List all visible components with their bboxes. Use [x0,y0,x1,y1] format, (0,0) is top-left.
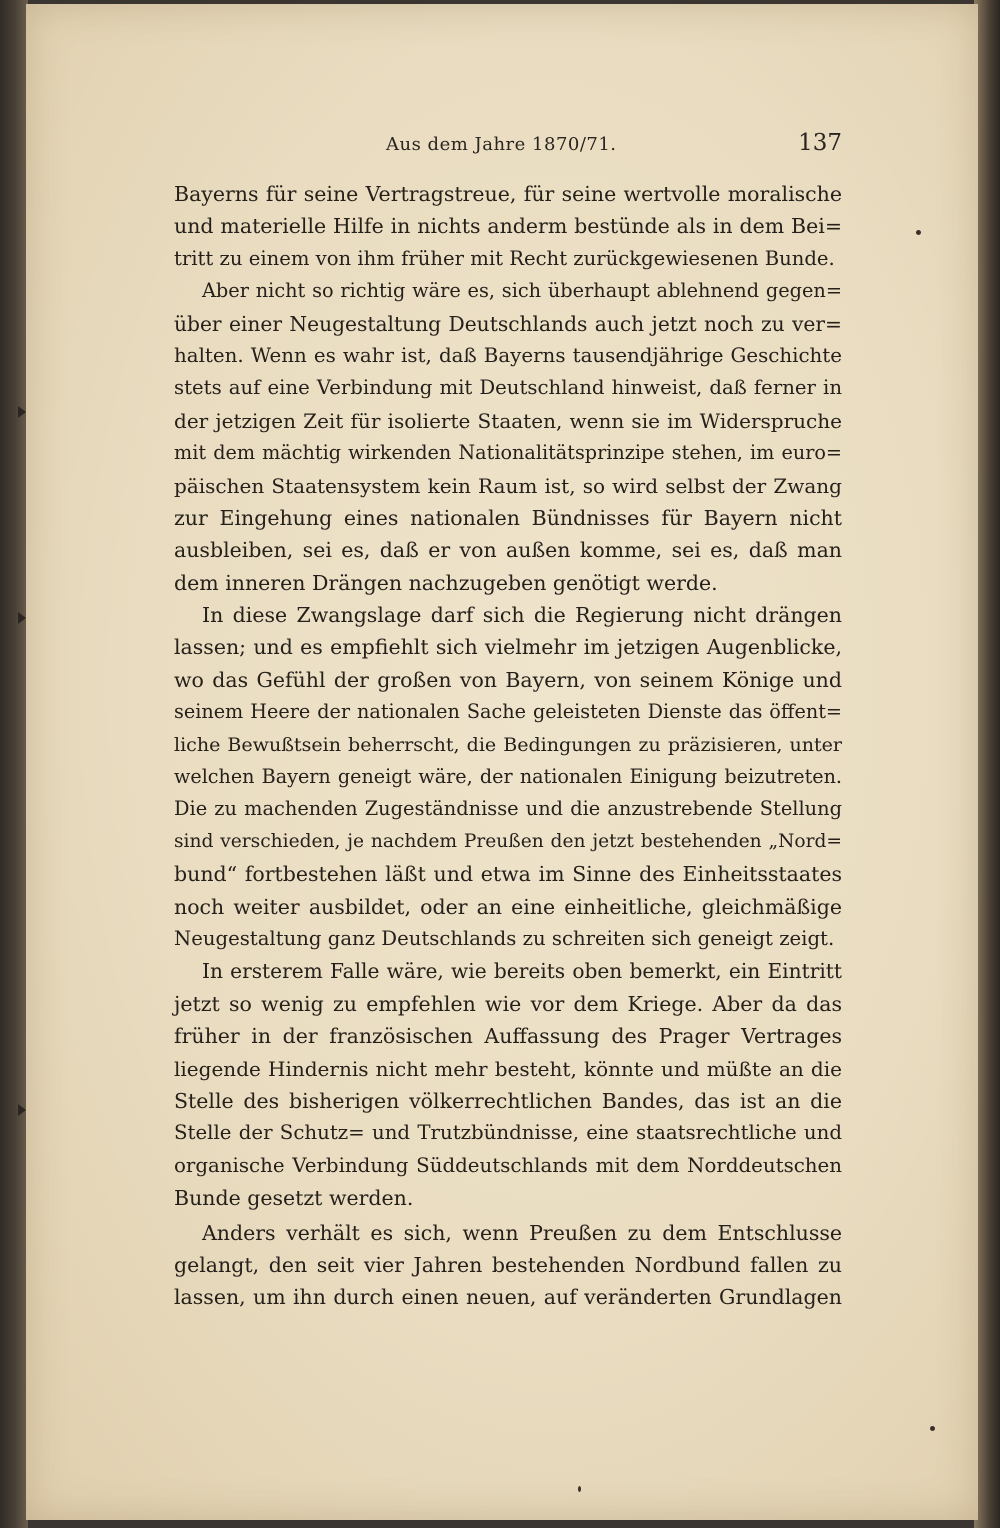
text-line: Aber nicht so richtig wäre es, sich überhaupt ablehnend gegen= [202,279,842,303]
text-line: seinem Heere der nationalen Sache geleisteten Dienste das öffent= [174,700,842,724]
text-line: Stelle der Schutz= und Trutzbündnisse, eine staatsrechtliche und [174,1121,842,1145]
paragraph [174,275,842,599]
text-line: In diese Zwangslage darf sich die Regierung nicht drängen [202,603,842,628]
text-line: zur Eingehung eines nationalen Bündnisses für Bayern nicht [174,505,842,530]
text-line: mit dem mächtig wirkenden Nationalitätsprinzipe stehen, im euro= [174,441,842,465]
ink-speck [930,1426,935,1431]
paragraph [174,178,842,275]
margin-mark [18,1104,26,1116]
binding-edge [0,0,28,1528]
text-line: der jetzigen Zeit für isolierte Staaten, wenn sie im Widerspruche [174,408,842,433]
text-line: Anders verhält es sich, wenn Preußen zu dem Entschlusse [202,1220,842,1245]
text-line: Neugestaltung ganz Deutschlands zu schreiten sich geneigt zeigt. [174,926,835,950]
text-line: tritt zu einem von ihm früher mit Recht zurückgewiesenen Bunde. [174,246,835,270]
text-line: In ersterem Falle wäre, wie bereits oben bemerkt, ein Eintritt [202,959,842,984]
text-line: über einer Neugestaltung Deutschlands auch jetzt noch zu ver= [174,311,842,336]
paragraph [174,599,842,955]
text-line: päischen Staatensystem kein Raum ist, so wird selbst der Zwang [174,473,842,498]
page-number: 137 [798,130,842,156]
text-line: Bayerns für seine Vertragstreue, für seine wertvolle moralische [174,182,842,206]
ink-speck [578,1486,581,1492]
body-text [174,178,842,1314]
paragraph [174,1217,842,1314]
margin-mark [18,406,26,418]
text-line: liche Bewußtsein beherrscht, die Bedingungen zu präzisieren, unter [174,733,842,756]
paragraph [174,955,842,1214]
page-header [172,126,842,162]
text-line: organische Verbindung Süddeutschlands mit dem Norddeutschen [174,1153,842,1177]
text-line: jetzt so wenig zu empfehlen wie vor dem Kriege. Aber da das [174,991,842,1016]
text-line: gelangt, den seit vier Jahren bestehenden Nordbund fallen zu [174,1252,842,1277]
text-line: Stelle des bisherigen völkerrechtlichen Bandes, das ist an die [174,1088,842,1113]
text-line: ausbleiben, sei es, daß er von außen komme, sei es, daß man [174,538,842,563]
ink-speck [916,230,921,235]
text-line: bund“ fortbestehen läßt und etwa im Sinne des Einheitsstaates [174,862,842,887]
text-line: noch weiter ausbildet, oder an eine einheitliche, gleichmäßige [174,894,842,919]
text-line: liegende Hindernis nicht mehr besteht, könnte und müßte an die [174,1056,842,1081]
running-title: Aus dem Jahre 1870/71. [386,134,617,155]
text-line: wo das Gefühl der großen von Bayern, von seinem Könige und [174,667,842,692]
text-line: Die zu machenden Zugeständnisse und die anzustrebende Stellung [174,797,842,821]
text-line: welchen Bayern geneigt wäre, der nationalen Einigung beizutreten. [174,765,842,789]
text-line: stets auf eine Verbindung mit Deutschland hinweist, daß ferner in [174,376,842,400]
text-line: Bunde gesetzt werden. [174,1186,414,1211]
text-line: halten. Wenn es wahr ist, daß Bayerns tausendjährige Geschichte [174,343,842,367]
text-line: lassen; und es empfiehlt sich vielmehr im jetzigen Augenblicke, [174,635,842,660]
text-line: lassen, um ihn durch einen neuen, auf veränderten Grundlagen [174,1285,842,1310]
margin-mark [18,612,26,624]
text-line: und materielle Hilfe in nichts anderm bestünde als in dem Bei= [174,214,842,239]
text-line: dem inneren Drängen nachzugeben genötigt werde. [174,570,718,595]
text-line: früher in der französischen Auffassung des Prager Vertrages [174,1024,842,1049]
text-line: sind verschieden, je nachdem Preußen den jetzt bestehenden „Nord= [174,830,842,852]
